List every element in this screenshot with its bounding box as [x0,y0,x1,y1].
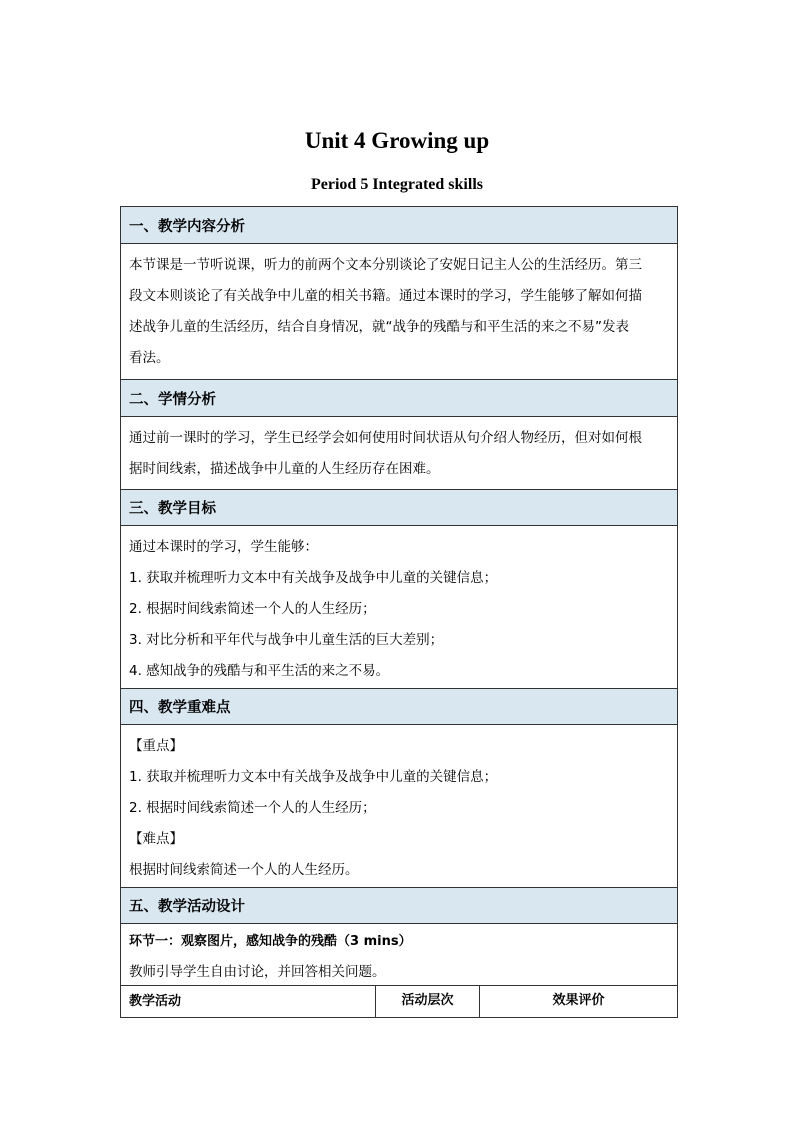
section-header-key-points: 四、教学重难点 [121,689,677,725]
objective-item: 3. 对比分析和平年代与战争中儿童生活的巨大差别； [129,632,444,648]
key-point-item: 2. 根据时间线索简述一个人的人生经历； [129,800,376,816]
objective-item: 4. 感知战争的残酷与和平生活的来之不易。 [129,663,390,679]
section-header-objectives: 三、教学目标 [121,490,677,526]
difficulty-label: 【难点】 [129,831,183,847]
section-body-student-analysis [121,417,677,490]
text-line: 本节课是一节听说课，听力的前两个文本分别谈论了安妮日记主人公的生活经历。第三 [129,257,642,273]
text-line: 段文本则谈论了有关战争中儿童的相关书籍。通过本课时的学习，学生能够了解如何描 [129,288,642,304]
lesson-plan-table [120,206,678,1018]
text-line: 述战争儿童的生活经历，结合自身情况，就“战争的残酷与和平生活的来之不易”发表 [129,319,629,335]
difficulty-text: 根据时间线索简述一个人的人生经历。 [129,862,359,878]
text-line: 看法。 [129,350,170,366]
section-body-key-points [121,725,677,888]
activity-table-header [121,986,677,1017]
key-point-item: 1. 获取并梳理听力文本中有关战争及战争中儿童的关键信息； [129,769,498,785]
document-title: Unit 4 Growing up [304,128,490,153]
column-header-evaluation: 效果评价 [552,993,605,1008]
document-subtitle: Period 5 Integrated skills [311,176,483,193]
text-line: 据时间线索，描述战争中儿童的人生经历存在困难。 [129,461,440,477]
step-description: 教师引导学生自由讨论，并回答相关问题。 [129,964,386,980]
section-header-student-analysis: 二、学情分析 [121,380,677,417]
section-header-activity-design: 五、教学活动设计 [121,888,677,924]
objective-item: 2. 根据时间线索简述一个人的人生经历； [129,601,376,617]
column-header-level: 活动层次 [376,986,480,1017]
objectives-intro: 通过本课时的学习，学生能够： [129,539,318,555]
text-line: 通过前一课时的学习，学生已经学会如何使用时间状语从句介绍人物经历，但对如何根 [129,430,642,446]
objective-item: 1. 获取并梳理听力文本中有关战争及战争中儿童的关键信息； [129,570,498,586]
column-header-activity: 教学活动 [121,986,376,1017]
section-body-objectives [121,526,677,689]
step-title: 环节一：观察图片，感知战争的残酷（3 mins） [129,934,412,949]
section-body-activity-design [121,924,677,986]
section-header-content-analysis: 一、教学内容分析 [121,207,677,244]
key-points-label: 【重点】 [129,738,183,754]
section-body-content-analysis [121,244,677,380]
